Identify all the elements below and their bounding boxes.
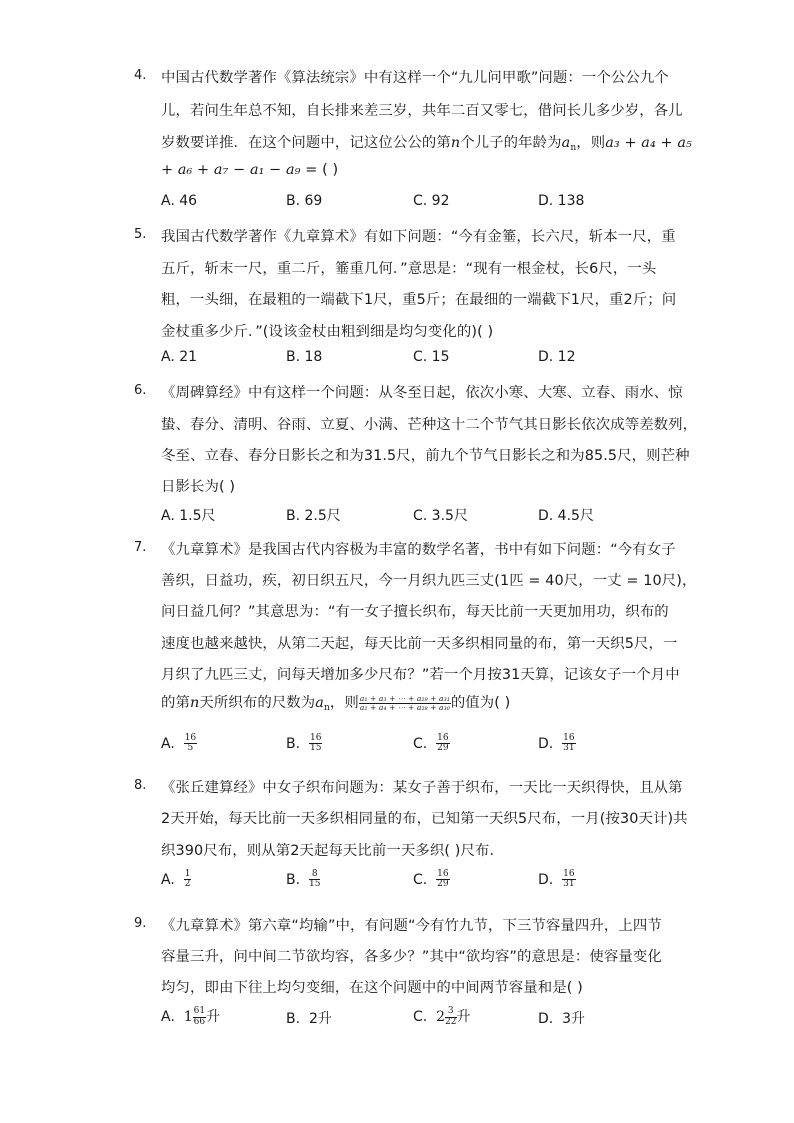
option-d[interactable]: D. 3升 xyxy=(538,1011,586,1027)
sequence-term: $a_n$ xyxy=(315,695,330,713)
question-text-line: 金杖重多少斤．”(设该金杖由粗到细是均匀变化的)( ) xyxy=(161,324,494,340)
sequence-term: $a_n$ xyxy=(561,135,577,153)
question-text-line: 月织了九匹三丈，问每天增加多少尺布？”若一个月按31天算，记该女子一个月中 xyxy=(161,667,680,683)
question-text-line: 《九章算术》是我国古代内容极为丰富的数学名著，书中有如下问题：“今有女子 xyxy=(161,542,676,558)
question-text-line: 粗，一头细，在最粗的一端截下1尺，重5斤；在最细的一端截下1尺，重2斤；问 xyxy=(161,292,677,308)
question-text-line: 岁数要详推．在这个问题中，记这位公公的第n个儿子的年龄为$a_n$，则a₃ + a₄ + a₅ xyxy=(161,135,692,153)
question-text-line: 蛰、春分、清明、谷雨、立夏、小满、芒种这十二个节气其日影长依次成等差数列， xyxy=(161,417,698,433)
question-text-line: 日影长为( ) xyxy=(161,479,236,495)
ratio-fraction: $\frac{\text{a₁ + a₃ + ⋯ + a₂₉ + a₃₁}}{\text{a₂ + a₄ + ⋯ + a₂₈ + a₃₀}}$ xyxy=(359,693,450,712)
option-b[interactable]: B. $\frac{16}{15}$ xyxy=(286,733,322,754)
question-number: 8. xyxy=(134,778,147,793)
question-text-line: 的第n天所织布的尺数为$a_n$，则 $\frac{\text{a₁ + a₃ + ⋯ + a₂₉ + a₃₁}}{\text{a₂ + a₄ + ⋯ + a₂₈ + a₃₀}}$ 的值为( ) xyxy=(161,693,511,713)
option-d[interactable]: D. $\frac{16}{31}$ xyxy=(538,733,575,754)
question-text-line: 2天开始，每天比前一天多织相同量的布，已知第一天织5尺布，一月(按30天计)共 xyxy=(161,811,688,827)
option-b[interactable]: B. 2.5尺 xyxy=(286,508,341,524)
question-text-line: 五斤，斩末一尺，重二斤，箠重几何．”意思是：“现有一根金杖，长6尺，一头 xyxy=(161,261,657,277)
question-number: 4. xyxy=(134,68,147,83)
option-a[interactable]: A. 46 xyxy=(161,193,198,209)
option-c[interactable]: C. $\frac{16}{29}$ xyxy=(413,733,449,754)
option-c[interactable]: C. 2 $\frac{3}{22}$ 升 xyxy=(413,1006,471,1027)
question-text-line: 织390尺布，则从第2天起每天比前一天多织( )尺布． xyxy=(161,843,504,859)
option-d[interactable]: D. $\frac{16}{31}$ xyxy=(538,869,575,890)
option-a[interactable]: A. 21 xyxy=(161,349,198,365)
option-b[interactable]: B. $\frac{8}{15}$ xyxy=(286,869,321,890)
option-a[interactable]: A. $\frac{16}{5}$ xyxy=(161,733,197,754)
question-text-line: 问日益几何？”其意思为：“有一女子擅长织布，每天比前一天更加用功，织布的 xyxy=(161,604,669,620)
question-number: 6. xyxy=(134,383,147,398)
option-d[interactable]: D. 4.5尺 xyxy=(538,508,594,524)
option-c[interactable]: C. 15 xyxy=(413,349,450,365)
option-c[interactable]: C. $\frac{16}{29}$ xyxy=(413,869,449,890)
question-text-line: 中国古代数学著作《算法统宗》中有这样一个“九儿问甲歌”问题：一个公公九个 xyxy=(161,70,669,86)
option-b[interactable]: B. 18 xyxy=(286,349,323,365)
question-text-line: 善织，日益功，疾，初日织五尺，今一月织九匹三丈(1匹 = 40尺，一丈 = 10尺)， xyxy=(161,573,697,589)
question-text-line: 均匀，即由下往上均匀变细，在这个问题中的中间两节容量和是( ) xyxy=(161,980,583,996)
option-a[interactable]: A. 1 $\frac{61}{66}$ 升 xyxy=(161,1006,221,1027)
option-c[interactable]: C. 3.5尺 xyxy=(413,508,468,524)
question-number: 5. xyxy=(134,227,147,242)
question-text-line: 《周碑算经》中有这样一个问题：从冬至日起，依次小寒、大寒、立春、雨水、惊 xyxy=(161,385,683,401)
question-text-line: + a₆ + a₇ − a₁ − a₉ = ( ) xyxy=(161,162,339,178)
question-text-line: 《张丘建算经》中女子织布问题为：某女子善于织布，一天比一天织得快，且从第 xyxy=(161,780,683,796)
question-text-line: 我国古代数学著作《九章算术》有如下问题：“今有金箠，长六尺，斩本一尺，重 xyxy=(161,229,676,245)
question-text-line: 《九章算术》第六章“均输”中，有问题“今有竹九节，下三节容量四升，上四节 xyxy=(161,918,662,934)
option-b[interactable]: B. 2升 xyxy=(286,1011,332,1027)
option-a[interactable]: A. $\frac{1}{2}$ xyxy=(161,869,191,890)
option-a[interactable]: A. 1.5尺 xyxy=(161,508,216,524)
option-c[interactable]: C. 92 xyxy=(413,193,450,209)
question-text-line: 速度也越来越快，从第二天起，每天比前一天多织相同量的布，第一天织5尺，一 xyxy=(161,636,678,652)
question-text-line: 冬至、立春、春分日影长之和为31.5尺，前九个节气日影长之和为85.5尺，则芒种 xyxy=(161,448,690,464)
option-b[interactable]: B. 69 xyxy=(286,193,323,209)
question-text-line: 儿，若问生年总不知，自长排来差三岁，共年二百又零七，借问长儿多少岁，各儿 xyxy=(161,103,683,119)
option-d[interactable]: D. 138 xyxy=(538,193,585,209)
question-number: 9. xyxy=(134,916,147,931)
question-text-line: 容量三升，问中间二节欲均容，各多少？”其中“欲均容”的意思是：使容量变化 xyxy=(161,949,662,965)
question-number: 7. xyxy=(134,540,147,555)
option-d[interactable]: D. 12 xyxy=(538,349,576,365)
